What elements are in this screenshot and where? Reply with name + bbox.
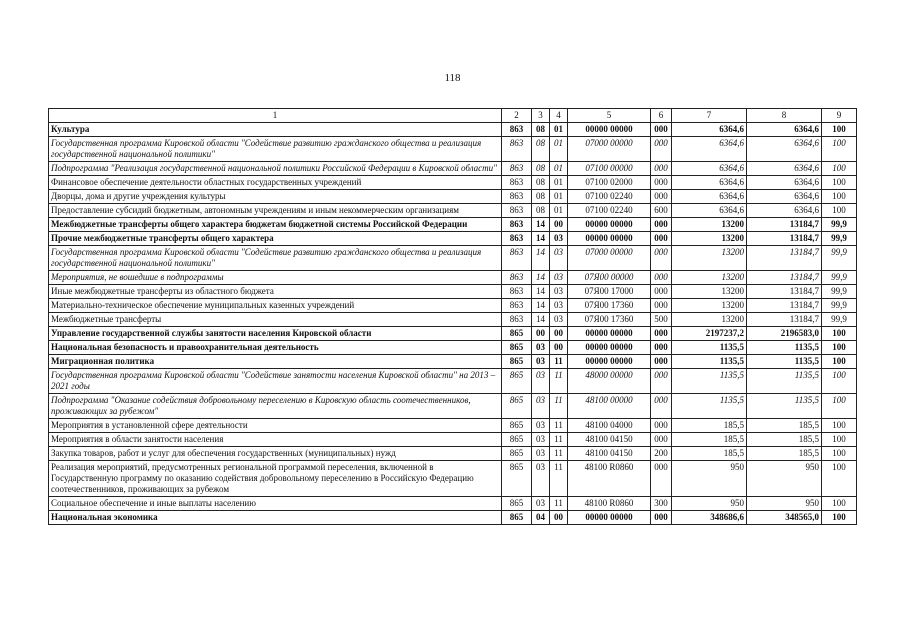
subsection-code: 03	[550, 246, 568, 271]
item-name: Реализация мероприятий, предусмотренных региональной программой переселения, включенной в Государственную программу по оказанию содействия добровольному переселению в Российскую Федерацию соотечественников, проживающих за рубежом	[49, 461, 502, 497]
section-code: 14	[532, 246, 550, 271]
plan-value: 185,5	[672, 419, 747, 433]
target-article-code: 48100 04000	[568, 419, 651, 433]
table-row	[49, 447, 857, 461]
percent-value: 100	[822, 204, 857, 218]
subsection-code: 01	[550, 190, 568, 204]
subsection-code: 11	[550, 394, 568, 419]
section-code: 08	[532, 176, 550, 190]
item-name: Предоставление субсидий бюджетным, автономным учреждениям и иным некоммерческим организациям	[49, 204, 502, 218]
section-code: 03	[532, 447, 550, 461]
section-code: 03	[532, 497, 550, 511]
plan-value: 1135,5	[672, 341, 747, 355]
expense-type-code: 000	[651, 176, 672, 190]
table-row	[49, 394, 857, 419]
plan-value: 6364,6	[672, 204, 747, 218]
expense-type-code: 000	[651, 369, 672, 394]
expense-type-code: 000	[651, 327, 672, 341]
admin-code: 863	[502, 218, 532, 232]
column-number: 5	[568, 109, 651, 123]
plan-value: 13200	[672, 271, 747, 285]
section-code: 14	[532, 218, 550, 232]
target-article-code: 07100 02000	[568, 176, 651, 190]
expense-type-code: 300	[651, 497, 672, 511]
plan-value: 185,5	[672, 447, 747, 461]
plan-value: 6364,6	[672, 123, 747, 137]
section-code: 03	[532, 461, 550, 497]
target-article-code: 48100 R0860	[568, 497, 651, 511]
actual-value: 348565,0	[747, 511, 822, 525]
item-name: Миграционная политика	[49, 355, 502, 369]
plan-value: 1135,5	[672, 355, 747, 369]
expense-type-code: 000	[651, 394, 672, 419]
expense-type-code: 000	[651, 162, 672, 176]
plan-value: 13200	[672, 232, 747, 246]
admin-code: 863	[502, 137, 532, 162]
expense-type-code: 000	[651, 511, 672, 525]
actual-value: 13184,7	[747, 246, 822, 271]
admin-code: 865	[502, 419, 532, 433]
admin-code: 863	[502, 246, 532, 271]
plan-value: 1135,5	[672, 369, 747, 394]
subsection-code: 11	[550, 433, 568, 447]
target-article-code: 07000 00000	[568, 137, 651, 162]
actual-value: 13184,7	[747, 218, 822, 232]
plan-value: 13200	[672, 299, 747, 313]
percent-value: 100	[822, 162, 857, 176]
table-row	[49, 299, 857, 313]
plan-value: 348686,6	[672, 511, 747, 525]
target-article-code: 07Я00 17000	[568, 285, 651, 299]
target-article-code: 48000 00000	[568, 369, 651, 394]
actual-value: 1135,5	[747, 394, 822, 419]
section-code: 00	[532, 327, 550, 341]
section-code: 03	[532, 341, 550, 355]
item-name: Дворцы, дома и другие учреждения культуры	[49, 190, 502, 204]
percent-value: 100	[822, 176, 857, 190]
percent-value: 100	[822, 327, 857, 341]
target-article-code: 48100 00000	[568, 394, 651, 419]
item-name: Национальная экономика	[49, 511, 502, 525]
admin-code: 865	[502, 369, 532, 394]
subsection-code: 00	[550, 327, 568, 341]
plan-value: 13200	[672, 285, 747, 299]
item-name: Межбюджетные трансферты	[49, 313, 502, 327]
item-name: Мероприятия в области занятости населения	[49, 433, 502, 447]
plan-value: 6364,6	[672, 176, 747, 190]
expense-type-code: 000	[651, 137, 672, 162]
target-article-code: 00000 00000	[568, 355, 651, 369]
expense-type-code: 000	[651, 299, 672, 313]
page-number: 118	[444, 72, 461, 84]
column-number: 1	[49, 109, 502, 123]
actual-value: 1135,5	[747, 355, 822, 369]
target-article-code: 00000 00000	[568, 218, 651, 232]
percent-value: 99,9	[822, 232, 857, 246]
table-body	[49, 109, 857, 525]
actual-value: 6364,6	[747, 176, 822, 190]
column-number-row	[49, 109, 857, 123]
actual-value: 185,5	[747, 447, 822, 461]
admin-code: 865	[502, 497, 532, 511]
subsection-code: 11	[550, 369, 568, 394]
percent-value: 100	[822, 447, 857, 461]
expense-type-code: 000	[651, 461, 672, 497]
actual-value: 6364,6	[747, 123, 822, 137]
actual-value: 6364,6	[747, 190, 822, 204]
admin-code: 865	[502, 355, 532, 369]
percent-value: 100	[822, 137, 857, 162]
table-row	[49, 271, 857, 285]
target-article-code: 07Я00 00000	[568, 271, 651, 285]
admin-code: 863	[502, 176, 532, 190]
table-row	[49, 137, 857, 162]
table-row	[49, 176, 857, 190]
section-code: 03	[532, 419, 550, 433]
table-row	[49, 327, 857, 341]
expense-type-code: 000	[651, 246, 672, 271]
expense-type-code: 200	[651, 447, 672, 461]
table-row	[49, 511, 857, 525]
admin-code: 865	[502, 447, 532, 461]
table-row	[49, 355, 857, 369]
item-name: Культура	[49, 123, 502, 137]
percent-value: 100	[822, 123, 857, 137]
item-name: Иные межбюджетные трансферты из областного бюджета	[49, 285, 502, 299]
plan-value: 2197237,2	[672, 327, 747, 341]
subsection-code: 11	[550, 497, 568, 511]
target-article-code: 00000 00000	[568, 511, 651, 525]
actual-value: 13184,7	[747, 285, 822, 299]
percent-value: 100	[822, 394, 857, 419]
target-article-code: 07000 00000	[568, 246, 651, 271]
item-name: Подпрограмма "Оказание содействия добровольному переселению в Кировскую область соотечественников, проживающих за рубежом"	[49, 394, 502, 419]
table-row	[49, 497, 857, 511]
section-code: 08	[532, 190, 550, 204]
plan-value: 13200	[672, 313, 747, 327]
table-row	[49, 313, 857, 327]
target-article-code: 07Я00 17360	[568, 299, 651, 313]
plan-value: 185,5	[672, 433, 747, 447]
actual-value: 185,5	[747, 433, 822, 447]
admin-code: 865	[502, 461, 532, 497]
actual-value: 6364,6	[747, 162, 822, 176]
admin-code: 863	[502, 232, 532, 246]
item-name: Государственная программа Кировской области "Содействие развитию гражданского общества и реализация государственной национальной политики"	[49, 137, 502, 162]
subsection-code: 00	[550, 511, 568, 525]
expense-type-code: 000	[651, 190, 672, 204]
percent-value: 99,9	[822, 271, 857, 285]
actual-value: 13184,7	[747, 313, 822, 327]
actual-value: 13184,7	[747, 232, 822, 246]
column-number: 7	[672, 109, 747, 123]
subsection-code: 03	[550, 313, 568, 327]
section-code: 03	[532, 369, 550, 394]
plan-value: 950	[672, 461, 747, 497]
plan-value: 13200	[672, 246, 747, 271]
percent-value: 99,9	[822, 246, 857, 271]
item-name: Государственная программа Кировской области "Содействие занятости населения Кировской области" на 2013 – 2021 годы	[49, 369, 502, 394]
expense-type-code: 500	[651, 313, 672, 327]
table-row	[49, 461, 857, 497]
actual-value: 13184,7	[747, 299, 822, 313]
table-row	[49, 285, 857, 299]
item-name: Прочие межбюджетные трансферты общего характера	[49, 232, 502, 246]
item-name: Национальная безопасность и правоохранительная деятельность	[49, 341, 502, 355]
item-name: Социальное обеспечение и иные выплаты населению	[49, 497, 502, 511]
subsection-code: 11	[550, 419, 568, 433]
target-article-code: 48100 04150	[568, 447, 651, 461]
table-row	[49, 190, 857, 204]
table-row	[49, 204, 857, 218]
actual-value: 6364,6	[747, 137, 822, 162]
plan-value: 13200	[672, 218, 747, 232]
expense-type-code: 000	[651, 271, 672, 285]
expense-type-code: 000	[651, 355, 672, 369]
admin-code: 863	[502, 123, 532, 137]
section-code: 14	[532, 299, 550, 313]
target-article-code: 07100 00000	[568, 162, 651, 176]
column-number: 4	[550, 109, 568, 123]
actual-value: 1135,5	[747, 369, 822, 394]
admin-code: 865	[502, 394, 532, 419]
item-name: Финансовое обеспечение деятельности областных государственных учреждений	[49, 176, 502, 190]
target-article-code: 07Я00 17360	[568, 313, 651, 327]
actual-value: 13184,7	[747, 271, 822, 285]
column-number: 9	[822, 109, 857, 123]
admin-code: 865	[502, 433, 532, 447]
target-article-code: 07100 02240	[568, 204, 651, 218]
expense-type-code: 000	[651, 232, 672, 246]
admin-code: 863	[502, 313, 532, 327]
subsection-code: 03	[550, 232, 568, 246]
plan-value: 6364,6	[672, 162, 747, 176]
expense-type-code: 000	[651, 341, 672, 355]
target-article-code: 00000 00000	[568, 232, 651, 246]
target-article-code: 00000 00000	[568, 341, 651, 355]
budget-table	[48, 108, 857, 525]
actual-value: 950	[747, 497, 822, 511]
subsection-code: 00	[550, 341, 568, 355]
admin-code: 863	[502, 299, 532, 313]
admin-code: 863	[502, 285, 532, 299]
percent-value: 100	[822, 341, 857, 355]
table-row	[49, 246, 857, 271]
actual-value: 1135,5	[747, 341, 822, 355]
percent-value: 100	[822, 461, 857, 497]
subsection-code: 11	[550, 461, 568, 497]
percent-value: 100	[822, 433, 857, 447]
percent-value: 99,9	[822, 313, 857, 327]
section-code: 14	[532, 313, 550, 327]
column-number: 8	[747, 109, 822, 123]
percent-value: 99,9	[822, 218, 857, 232]
percent-value: 100	[822, 511, 857, 525]
percent-value: 100	[822, 419, 857, 433]
subsection-code: 01	[550, 137, 568, 162]
table-row	[49, 162, 857, 176]
section-code: 03	[532, 355, 550, 369]
item-name: Мероприятия, не вошедшие в подпрограммы	[49, 271, 502, 285]
actual-value: 6364,6	[747, 204, 822, 218]
plan-value: 1135,5	[672, 394, 747, 419]
subsection-code: 01	[550, 176, 568, 190]
table-row	[49, 123, 857, 137]
percent-value: 100	[822, 190, 857, 204]
percent-value: 99,9	[822, 285, 857, 299]
expense-type-code: 000	[651, 218, 672, 232]
actual-value: 185,5	[747, 419, 822, 433]
column-number: 6	[651, 109, 672, 123]
actual-value: 950	[747, 461, 822, 497]
plan-value: 6364,6	[672, 190, 747, 204]
table-row	[49, 433, 857, 447]
percent-value: 100	[822, 369, 857, 394]
section-code: 08	[532, 123, 550, 137]
percent-value: 99,9	[822, 299, 857, 313]
admin-code: 865	[502, 327, 532, 341]
subsection-code: 11	[550, 447, 568, 461]
subsection-code: 03	[550, 271, 568, 285]
admin-code: 863	[502, 271, 532, 285]
table-row	[49, 232, 857, 246]
percent-value: 100	[822, 355, 857, 369]
item-name: Управление государственной службы занятости населения Кировской области	[49, 327, 502, 341]
target-article-code: 48100 R0860	[568, 461, 651, 497]
table-row	[49, 218, 857, 232]
column-number: 2	[502, 109, 532, 123]
item-name: Подпрограмма "Реализация государственной национальной политики Российской Федерации в Кировской области"	[49, 162, 502, 176]
admin-code: 863	[502, 190, 532, 204]
section-code: 03	[532, 433, 550, 447]
item-name: Межбюджетные трансферты общего характера бюджетам бюджетной системы Российской Федерации	[49, 218, 502, 232]
admin-code: 865	[502, 511, 532, 525]
item-name: Материально-техническое обеспечение муниципальных казенных учреждений	[49, 299, 502, 313]
section-code: 14	[532, 232, 550, 246]
section-code: 08	[532, 137, 550, 162]
target-article-code: 07100 02240	[568, 190, 651, 204]
item-name: Государственная программа Кировской области "Содействие развитию гражданского общества и реализация государственной национальной политики"	[49, 246, 502, 271]
section-code: 08	[532, 162, 550, 176]
expense-type-code: 000	[651, 285, 672, 299]
target-article-code: 48100 04150	[568, 433, 651, 447]
subsection-code: 00	[550, 218, 568, 232]
table-row	[49, 369, 857, 394]
section-code: 14	[532, 271, 550, 285]
subsection-code: 11	[550, 355, 568, 369]
table-row	[49, 341, 857, 355]
percent-value: 100	[822, 497, 857, 511]
plan-value: 6364,6	[672, 137, 747, 162]
subsection-code: 01	[550, 123, 568, 137]
subsection-code: 01	[550, 204, 568, 218]
subsection-code: 03	[550, 285, 568, 299]
target-article-code: 00000 00000	[568, 327, 651, 341]
expense-type-code: 000	[651, 419, 672, 433]
expense-type-code: 600	[651, 204, 672, 218]
section-code: 04	[532, 511, 550, 525]
subsection-code: 03	[550, 299, 568, 313]
table-row	[49, 419, 857, 433]
expense-type-code: 000	[651, 433, 672, 447]
section-code: 08	[532, 204, 550, 218]
admin-code: 863	[502, 162, 532, 176]
section-code: 03	[532, 394, 550, 419]
plan-value: 950	[672, 497, 747, 511]
admin-code: 865	[502, 341, 532, 355]
admin-code: 863	[502, 204, 532, 218]
column-number: 3	[532, 109, 550, 123]
subsection-code: 01	[550, 162, 568, 176]
actual-value: 2196583,0	[747, 327, 822, 341]
expense-type-code: 000	[651, 123, 672, 137]
section-code: 14	[532, 285, 550, 299]
target-article-code: 00000 00000	[568, 123, 651, 137]
item-name: Закупка товаров, работ и услуг для обеспечения государственных (муниципальных) нужд	[49, 447, 502, 461]
item-name: Мероприятия в установленной сфере деятельности	[49, 419, 502, 433]
